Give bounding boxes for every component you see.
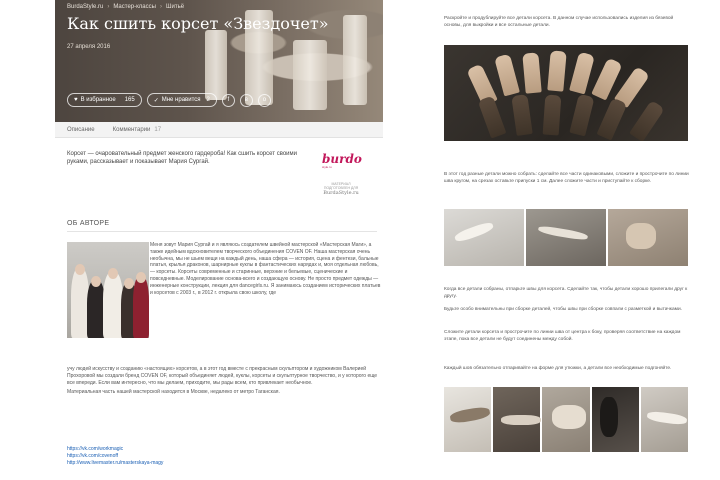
favorites-count: 165: [124, 97, 135, 103]
step-photo-strip: [444, 209, 688, 266]
breadcrumb-item[interactable]: Мастер-классы: [113, 4, 156, 10]
page-title: Как сшить корсет «Звездочет»: [67, 14, 329, 33]
author-link[interactable]: https://vk.com/workmagic: [67, 446, 124, 452]
breadcrumb-item[interactable]: BurdaStyle.ru: [67, 4, 104, 10]
brand-site: BurdaStyle.ru: [323, 190, 359, 196]
publish-date: 27 апреля 2016: [67, 44, 111, 50]
about-author-heading: ОБ АВТОРЕ: [67, 220, 377, 232]
vk-icon[interactable]: в: [240, 94, 253, 107]
step-photo: [641, 387, 688, 452]
heart-icon: ♥: [74, 97, 78, 103]
bio-paragraph: учу людей искусству и созданию «настоящих» корсетов, а в этот год вместе с прекрасным скульптором и художником Валерией Прохоровой мы создали бренд COVEN OF, который объединяет людей, куклы, корсеты и скульптурное творчество, и у которого еще все впереди. Если вам интересно, что мы делаем, приходите, мы рады всем, кто привлекает необычное.: [67, 366, 378, 386]
author-bio: Меня зовут Мария Сургай и я являюсь создателем швейной мастерской «Мастерская Маги», а также идейным вдохновителем творческого объединения COVEN OF. Наша мастерская очень необычна, мы не шьем вещи на каждый день, наша сфера — история, сцена и фентези, бальные платья, крылья драконов, шарнирные куклы в фантастических нарядах и, моя отдельная любовь, — корсеты. Корсеты современные и старинные, верхние и бельевые, сценические и повседневные. Моделирование основа-всего и создающую основу. Не просто предмет одежды — инженерные конструкции, лекция для dancegirls.ru. Я занимаюсь созданием исторических платьев и корсетов с 2003 г., в 2012 г. открыла свою школу, где: [150, 242, 381, 296]
step-photo: [592, 387, 639, 452]
tab-label: Комментарии: [112, 126, 151, 133]
burdastyle-logo[interactable]: [322, 152, 362, 178]
author-link[interactable]: http://www.livemaster.ru/masterskaya-magy: [67, 460, 164, 466]
favorites-label: В избранное: [80, 97, 116, 103]
bio-location: Материальная часть нашей мастерской находится в Москве, недалеко от метро Таганская.: [67, 389, 280, 396]
article-actions: [67, 93, 271, 107]
logo-sub-text: style.ru: [322, 165, 332, 169]
tab-label: Описание: [67, 126, 95, 133]
tab-comments[interactable]: [113, 127, 161, 133]
favorites-button[interactable]: [67, 93, 142, 107]
step-text: Раскройте и продублируйте все детали корсета. В данном случае использовались изделия из бязевой основы, для выкройки и все остальные детали.: [444, 16, 674, 28]
step-photo: [444, 387, 491, 452]
article-intro: Корсет — очаровательный предмет женского гардероба! Как сшить корсет своими руками, рассказывает и показывает Мария Сургай.: [67, 151, 297, 165]
step-text: Сложите детали корсета и прострочите по линии шва от центра к боку, проверяя соответствие на каждом этапе, пока все детали не будут соединены между собой.: [444, 330, 681, 342]
like-button[interactable]: [147, 93, 217, 107]
breadcrumb-separator: ›: [159, 4, 162, 10]
step-text: Когда все детали собраны, отпарьте швы для корсета. Сделайте так, чтобы детали хорошо прилегали друг к другу.: [444, 287, 688, 299]
author-bio-continued: [67, 366, 382, 399]
step-photo: [493, 387, 540, 452]
odnoklassniki-icon[interactable]: о: [258, 94, 271, 107]
thread-spool-decoration: [293, 40, 327, 110]
thread-spool-decoration: [205, 30, 227, 100]
author-photo: [67, 242, 149, 338]
step-photo: [608, 209, 688, 266]
comments-count: 17: [154, 126, 162, 133]
step-text: Каждый шов обязательно отпаривайте на форме для утюжки, а детали все необходимые подгоняйте.: [444, 366, 672, 371]
article-hero: [55, 0, 383, 122]
breadcrumb: [67, 4, 184, 10]
breadcrumb-separator: ›: [107, 4, 110, 10]
brand-note: МАТЕРИАЛ ПОДГОТОВЛЕН ДЛЯ: [323, 182, 359, 190]
tab-description[interactable]: [67, 127, 95, 133]
facebook-icon[interactable]: f: [222, 94, 235, 107]
step-photo-strip: [444, 387, 688, 452]
step-text: В этот год разные детали можно собрать: сделайте все части одинаковыми, сложите и прострочите по линии шва кругом, на срезах оставьте припуски 1 см. Далее сложите части и приступайте к сборке.: [444, 172, 689, 184]
thread-spool-decoration: [343, 15, 367, 105]
step-photo: [526, 209, 606, 266]
logo-main-text: burdo: [322, 152, 362, 166]
thumbs-up-icon: ✓: [153, 97, 159, 104]
author-links: [67, 446, 163, 467]
like-label: Мне нравится: [161, 97, 201, 103]
step-photo: [542, 387, 589, 452]
step-photo: [444, 209, 524, 266]
step-text: Будьте особо внимательны при сборке деталей, чтобы швы при сборке совпали с разметкой и вытачками.: [444, 307, 682, 312]
article-tabs: [55, 122, 383, 138]
like-count: 2: [206, 97, 210, 103]
breadcrumb-item[interactable]: Шитьё: [165, 4, 185, 10]
corset-pieces-photo: [444, 45, 688, 141]
author-link[interactable]: https://vk.com/covenoff: [67, 453, 119, 459]
